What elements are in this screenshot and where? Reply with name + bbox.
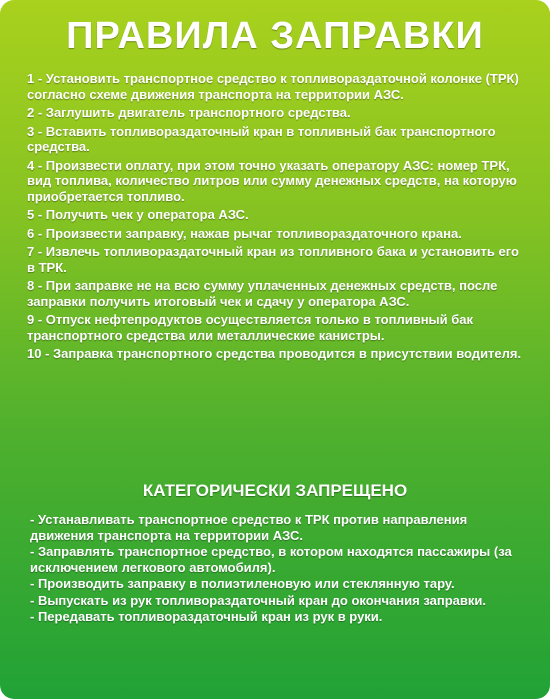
- rule-item: [27, 226, 527, 242]
- prohibited-item: - Устанавливать транспортное средство к ТРК против направления движения транспорта на территории АЗС.: [30, 512, 468, 543]
- rule-item: [27, 278, 527, 309]
- rule-text: Установить транспортное средство к топливораздаточной колонке (ТРК) согласно схеме движения транспорта на территории АЗС.: [27, 71, 519, 102]
- rule-number: 10 -: [27, 346, 50, 361]
- rule-item: [27, 207, 527, 223]
- rule-text: Произвести оплату, при этом точно указать оператору АЗС: номер ТРК, вид топлива, количество литров или сумму денежных средств, на которую приобретается топливо.: [27, 157, 517, 204]
- rule-text: Вставить топливораздаточный кран в топливный бак транспортного средства.: [27, 123, 496, 154]
- prohibited-item: - Передавать топливораздаточный кран из рук в руки.: [30, 609, 383, 624]
- rule-text: Получить чек у оператора АЗС.: [45, 207, 249, 222]
- rule-number: 9 -: [27, 312, 43, 327]
- rule-item: [27, 244, 527, 275]
- rule-item: [27, 124, 527, 155]
- rules-list: [27, 71, 527, 365]
- rule-number: 3 -: [27, 123, 43, 139]
- rule-number: 6 -: [27, 225, 43, 241]
- rule-text: Заглушить двигатель транспортного средства.: [45, 105, 351, 120]
- rule-number: 5 -: [27, 207, 43, 222]
- rule-text: Извлечь топливораздаточный кран из топливного бака и установить его в ТРК.: [27, 244, 519, 275]
- rule-item: [27, 105, 527, 121]
- prohibited-heading: КАТЕГОРИЧЕСКИ ЗАПРЕЩЕНО: [142, 481, 408, 500]
- rule-number: 2 -: [27, 105, 43, 120]
- rule-item: [27, 158, 527, 205]
- rule-number: 4 -: [27, 157, 43, 173]
- rule-number: 7 -: [27, 244, 43, 259]
- rule-number: 8 -: [27, 278, 43, 293]
- rule-item: [27, 71, 527, 102]
- rule-item: [27, 312, 527, 343]
- sign-title: ПРАВИЛА ЗАПРАВКИ: [66, 15, 484, 57]
- rule-item: [27, 346, 527, 362]
- rule-number: 1 -: [27, 71, 43, 86]
- prohibited-list: [30, 512, 525, 626]
- prohibited-item: - Производить заправку в полиэтиленовую или стеклянную тару.: [30, 576, 455, 591]
- rule-text: При заправке не на всю сумму уплаченных денежных средств, после заправки получить итоговый чек и сдачу у оператора АЗС.: [27, 278, 498, 309]
- rule-text: Отпуск нефтепродуктов осуществляется только в топливный бак транспортного средства или металлические канистры.: [27, 312, 474, 343]
- prohibited-item: - Выпускать из рук топливораздаточный кран до окончания заправки.: [30, 592, 486, 608]
- prohibited-item: - Заправлять транспортное средство, в котором находятся пассажиры (за исключением легкового автомобиля).: [30, 544, 512, 575]
- rule-text: Заправка транспортного средства проводится в присутствии водителя.: [53, 346, 522, 361]
- rule-text: Произвести заправку, нажав рычаг топливораздаточного крана.: [45, 225, 462, 241]
